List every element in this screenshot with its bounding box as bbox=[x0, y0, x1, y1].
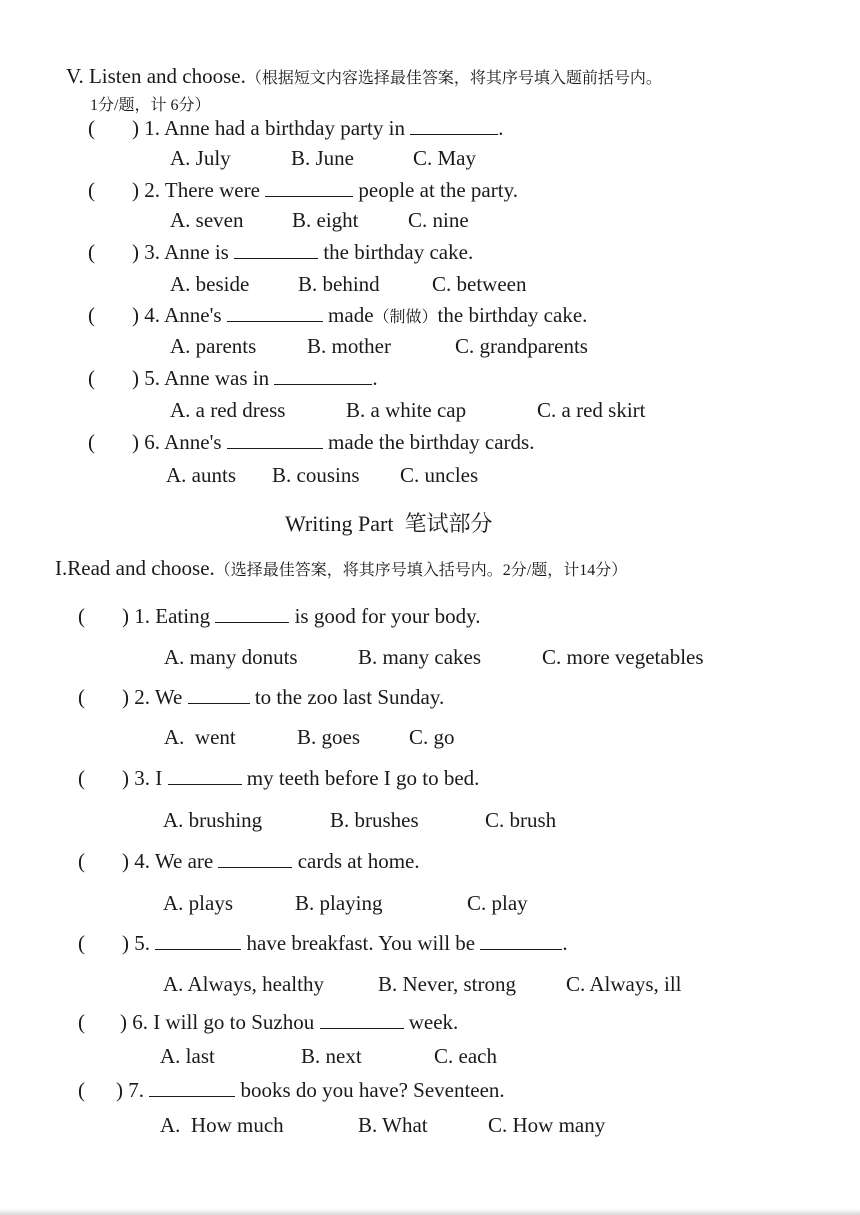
option-c: C. How many bbox=[488, 1113, 606, 1137]
section-v-title bbox=[66, 64, 662, 89]
answer-bracket-open: ( bbox=[88, 178, 95, 202]
section-v-title-text: V. Listen and choose. bbox=[66, 64, 246, 88]
writing-part-title bbox=[285, 507, 493, 538]
answer-bracket-open: ( bbox=[88, 240, 95, 264]
option-c: C. May bbox=[413, 146, 476, 170]
question-text-end: . bbox=[562, 931, 568, 955]
option-c: C. Always, ill bbox=[566, 972, 682, 996]
option-a: A. seven bbox=[170, 208, 244, 232]
option-b: B. What bbox=[358, 1113, 428, 1137]
question-number: 3. bbox=[144, 240, 160, 264]
question-text: We bbox=[154, 685, 183, 709]
answer-bracket-close: ) bbox=[122, 931, 129, 955]
answer-blank bbox=[265, 178, 353, 197]
option-a: A. aunts bbox=[166, 463, 236, 487]
question-text-end: week. bbox=[408, 1010, 459, 1034]
v-question-5 bbox=[88, 366, 378, 391]
answer-blank bbox=[410, 116, 498, 135]
question-text: Anne's bbox=[164, 303, 222, 327]
scan-edge-shadow bbox=[0, 1209, 860, 1215]
question-text-end: is good for your body. bbox=[294, 604, 481, 628]
question-text-end: the birthday cake. bbox=[323, 240, 474, 264]
answer-bracket-close: ) bbox=[132, 240, 139, 264]
answer-bracket-open: ( bbox=[88, 116, 95, 140]
answer-bracket-close: ) bbox=[132, 303, 139, 327]
question-text: Anne is bbox=[164, 240, 229, 264]
option-b: B. brushes bbox=[330, 808, 419, 832]
option-c: C. go bbox=[409, 725, 455, 749]
v-question-1 bbox=[88, 116, 503, 141]
option-b: B. playing bbox=[295, 891, 383, 915]
option-a: A. How much bbox=[160, 1113, 284, 1137]
question-text: Anne was in bbox=[164, 366, 270, 390]
question-text: Anne had a birthday party in bbox=[164, 116, 405, 140]
option-b: B. a white cap bbox=[346, 398, 467, 422]
answer-bracket-close: ) bbox=[132, 116, 139, 140]
question-text-end: books do you have? Seventeen. bbox=[240, 1078, 505, 1102]
answer-bracket-close: ) bbox=[120, 1010, 127, 1034]
option-c: C. a red skirt bbox=[537, 398, 646, 422]
section-v-score: 1分/题，计 6分） bbox=[90, 97, 211, 114]
question-number: 6. bbox=[144, 430, 160, 454]
option-b: B. behind bbox=[298, 272, 380, 296]
question-number: 5. bbox=[144, 366, 160, 390]
question-text-end: . bbox=[498, 116, 504, 140]
answer-blank bbox=[320, 1010, 404, 1029]
question-number: 5. bbox=[134, 931, 150, 955]
option-c: C. each bbox=[434, 1044, 497, 1068]
question-number: 4. bbox=[144, 303, 160, 327]
answer-bracket-open: ( bbox=[78, 685, 85, 709]
question-text-mid: made bbox=[328, 303, 374, 327]
question-text: There were bbox=[164, 178, 260, 202]
question-text: I will go to Suzhou bbox=[153, 1010, 315, 1034]
i-question-5 bbox=[78, 931, 568, 956]
v-question-6 bbox=[88, 430, 534, 455]
option-a: A. many donuts bbox=[164, 645, 298, 669]
option-c: C. uncles bbox=[400, 463, 479, 487]
option-b: B. mother bbox=[307, 334, 391, 358]
question-number: 2. bbox=[144, 178, 160, 202]
answer-bracket-open: ( bbox=[78, 931, 85, 955]
section-i-title bbox=[55, 556, 627, 581]
question-text-end: to the zoo last Sunday. bbox=[254, 685, 445, 709]
section-v-instruction: （根据短文内容选择最佳答案，将其序号填入题前括号内。 bbox=[245, 70, 662, 87]
writing-part-title-en: Writing Part bbox=[285, 511, 394, 536]
i-question-2 bbox=[78, 685, 444, 710]
question-text-end: the birthday cake. bbox=[437, 303, 588, 327]
option-c: C. brush bbox=[485, 808, 557, 832]
section-i-title-text: I.Read and choose. bbox=[55, 556, 215, 580]
answer-bracket-close: ) bbox=[122, 604, 129, 628]
question-text-end: people at the party. bbox=[358, 178, 518, 202]
option-c: C. more vegetables bbox=[542, 645, 704, 669]
answer-blank bbox=[480, 931, 562, 950]
question-text: We are bbox=[154, 849, 214, 873]
option-a: A. Always, healthy bbox=[163, 972, 324, 996]
answer-bracket-open: ( bbox=[78, 604, 85, 628]
question-text-end: my teeth before I go to bed. bbox=[246, 766, 480, 790]
answer-blank bbox=[215, 604, 289, 623]
question-text: Anne's bbox=[164, 430, 222, 454]
answer-blank bbox=[149, 1078, 235, 1097]
option-b: B. next bbox=[301, 1044, 362, 1068]
question-text: Eating bbox=[155, 604, 211, 628]
option-a: A. parents bbox=[170, 334, 257, 358]
question-text-end: cards at home. bbox=[297, 849, 420, 873]
option-b: B. goes bbox=[297, 725, 360, 749]
question-number: 6. bbox=[132, 1010, 148, 1034]
i-question-1 bbox=[78, 604, 480, 629]
answer-bracket-close: ) bbox=[122, 685, 129, 709]
option-c: C. nine bbox=[408, 208, 469, 232]
answer-bracket-open: ( bbox=[78, 849, 85, 873]
section-i-instruction: （选择最佳答案，将其序号填入括号内。2分/题，计14分） bbox=[214, 562, 628, 579]
answer-bracket-open: ( bbox=[88, 430, 95, 454]
answer-blank bbox=[227, 303, 323, 322]
i-question-6 bbox=[78, 1010, 458, 1035]
question-number: 1. bbox=[134, 604, 150, 628]
question-number: 2. bbox=[134, 685, 150, 709]
writing-part-title-zh: 笔试部分 bbox=[404, 511, 493, 536]
answer-bracket-close: ) bbox=[132, 430, 139, 454]
option-a: A. last bbox=[160, 1044, 215, 1068]
option-a: A. July bbox=[170, 146, 231, 170]
answer-blank bbox=[218, 849, 292, 868]
answer-blank bbox=[234, 240, 318, 259]
option-b: B. eight bbox=[292, 208, 359, 232]
answer-blank bbox=[274, 366, 372, 385]
option-c: C. between bbox=[432, 272, 527, 296]
v-question-2 bbox=[88, 178, 518, 203]
question-text-end: . bbox=[372, 366, 378, 390]
option-c: C. grandparents bbox=[455, 334, 588, 358]
option-b: B. Never, strong bbox=[378, 972, 516, 996]
question-number: 4. bbox=[134, 849, 150, 873]
i-question-7 bbox=[78, 1078, 505, 1103]
option-c: C. play bbox=[467, 891, 528, 915]
answer-bracket-close: ) bbox=[122, 849, 129, 873]
answer-bracket-open: ( bbox=[78, 766, 85, 790]
answer-blank bbox=[227, 430, 323, 449]
answer-bracket-open: ( bbox=[88, 366, 95, 390]
answer-bracket-open: ( bbox=[78, 1010, 85, 1034]
option-a: A. a red dress bbox=[170, 398, 286, 422]
i-question-4 bbox=[78, 849, 420, 874]
i-question-3 bbox=[78, 766, 479, 791]
answer-bracket-open: ( bbox=[78, 1078, 85, 1102]
answer-blank bbox=[155, 931, 241, 950]
answer-bracket-close: ) bbox=[132, 366, 139, 390]
answer-blank bbox=[168, 766, 242, 785]
option-b: B. cousins bbox=[272, 463, 360, 487]
question-number: 1. bbox=[144, 116, 160, 140]
answer-bracket-open: ( bbox=[88, 303, 95, 327]
question-number: 3. bbox=[134, 766, 150, 790]
option-a: A. brushing bbox=[163, 808, 263, 832]
question-text-mid: have breakfast. You will be bbox=[246, 931, 476, 955]
option-a: A. plays bbox=[163, 891, 233, 915]
question-number: 7. bbox=[128, 1078, 144, 1102]
option-b: B. June bbox=[291, 146, 354, 170]
option-b: B. many cakes bbox=[358, 645, 482, 669]
answer-bracket-close: ) bbox=[132, 178, 139, 202]
answer-bracket-close: ) bbox=[116, 1078, 123, 1102]
answer-blank bbox=[188, 685, 250, 704]
option-a: A. went bbox=[164, 725, 236, 749]
question-text: I bbox=[155, 766, 163, 790]
v-question-3 bbox=[88, 240, 473, 265]
question-text-end: made the birthday cards. bbox=[328, 430, 535, 454]
v-question-4 bbox=[88, 303, 587, 328]
option-a: A. beside bbox=[170, 272, 250, 296]
question-gloss: （制做） bbox=[373, 309, 438, 326]
answer-bracket-close: ) bbox=[122, 766, 129, 790]
